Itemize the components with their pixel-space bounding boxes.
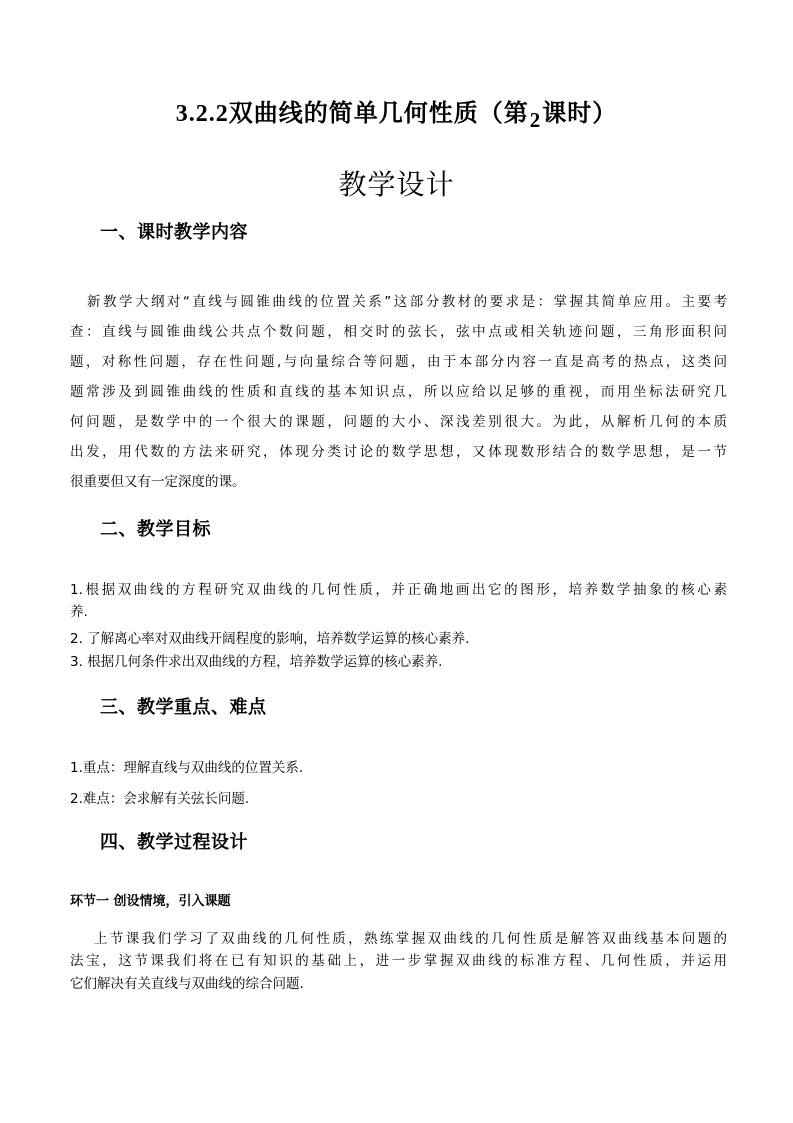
objective-item: 1.根据双曲线的方程研究双曲线的几何性质，并正确地画出它的图形，培养数学抽象的核心素 (70, 582, 727, 598)
title-lesson-number: 2 (529, 108, 542, 132)
paragraph-line: 很重要但又有一定深度的课。 (70, 474, 246, 490)
objectives-list (70, 578, 727, 668)
section-content-paragraph (70, 290, 727, 490)
paragraph-line: 新教学大纲对“直线与圆锥曲线的位置关系”这部分教材的要求是：掌握其简单应用。主要考 (87, 294, 727, 310)
paragraph-line: 题，对称性问题，存在性问题,与向量综合等问题，由于本部分内容一直是高考的热点，这类问 (70, 354, 727, 370)
paragraph-line: 上节课我们学习了双曲线的几何性质，熟练掌握双曲线的几何性质是解答双曲线基本问题的 (94, 931, 727, 947)
section-heading-process: 四、教学过程设计 (100, 832, 248, 853)
objective-item: 2. 了解离心率对双曲线开阔程度的影响，培养数学运算的核心素养. (70, 631, 470, 647)
objective-item: 3. 根据几何条件求出双曲线的方程，培养数学运算的核心素养. (70, 654, 443, 670)
title-section-number: 3.2.2 (175, 101, 229, 127)
paragraph-line: 题常涉及到圆锥曲线的性质和直线的基本知识点，所以应给以足够的重视，而用坐标法研究几 (70, 384, 727, 400)
paragraph-line: 它们解决有关直线与双曲线的综合问题. (70, 976, 304, 992)
title-text-b: 课时） (542, 99, 618, 127)
title-text-a: 双曲线的简单几何性质（第 (228, 99, 529, 127)
document-subtitle: 教学设计 (338, 168, 455, 201)
section-heading-key-points: 三、教学重点、难点 (100, 697, 267, 718)
section-heading-content: 一、课时教学内容 (100, 222, 248, 243)
document-title (0, 93, 793, 132)
paragraph-line: 出发，用代数的方法来研究，体现分类讨论的数学思想，又体现数形结合的数学思想，是一节 (70, 444, 727, 460)
section-heading-objectives: 二、教学目标 (100, 519, 211, 540)
key-point-item: 2.难点：会求解有关弦长问题. (70, 791, 250, 807)
step-one-paragraph (70, 927, 727, 997)
key-points-list (70, 756, 727, 806)
paragraph-line: 何问题，是数学中的一个很大的课题，问题的大小、深浅差别很大。为此，从解析几何的本质 (70, 414, 727, 430)
step-one-heading: 环节一 创设情境，引入课题 (70, 894, 231, 909)
paragraph-line: 法宝，这节课我们将在已有知识的基础上，进一步掌握双曲线的标准方程、几何性质，并运用 (70, 953, 727, 969)
objective-item-continued: 养. (70, 604, 88, 620)
paragraph-line: 查：直线与圆锥曲线公共点个数问题，相交时的弦长，弦中点或相关轨迹问题，三角形面积问 (70, 324, 727, 340)
key-point-item: 1.重点：理解直线与双曲线的位置关系. (70, 760, 304, 776)
